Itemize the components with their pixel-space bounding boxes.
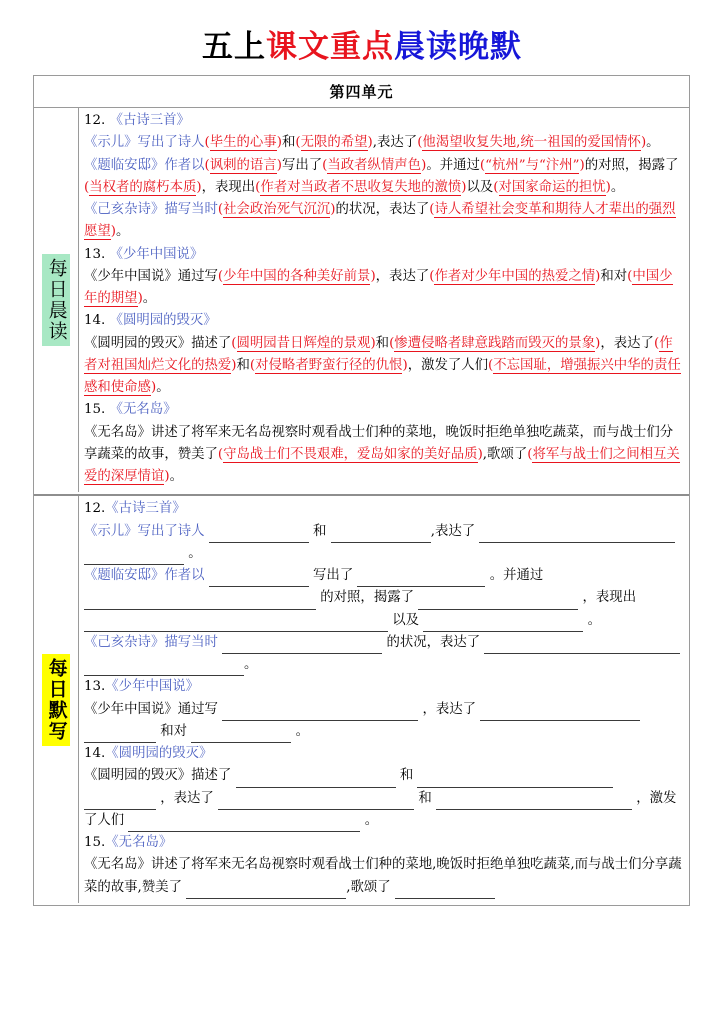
fill-blank[interactable]: [331, 526, 431, 542]
paren-close: ): [579, 157, 585, 173]
connector: ，表达了: [600, 335, 654, 351]
paren-open: (: [255, 179, 261, 195]
period: 。: [587, 612, 601, 628]
fill-blank[interactable]: [244, 593, 316, 609]
lesson-number: 15.: [84, 402, 106, 418]
paren-close: ): [164, 469, 170, 484]
connector: ，激发了人们: [407, 357, 489, 373]
paren-open: (: [417, 135, 423, 151]
paren-open: (: [204, 157, 210, 173]
lesson-body-dictation-12-tilinanqi: [84, 565, 685, 632]
paren-close: ): [110, 224, 117, 240]
fill-blank[interactable]: [480, 704, 640, 720]
connector: ,表达了: [372, 135, 418, 151]
sentence-start: 《无名岛》讲述了将军来无名岛视察时观看战士们种的菜地,晚饭时拒绝单独吃蔬菜,而与战士们分享蔬菜的故事,赞美了: [84, 857, 682, 895]
connector: 。并通过: [489, 568, 544, 583]
lesson-body-dictation-12-shier: [84, 521, 685, 566]
period: 。: [295, 723, 309, 739]
paren-open: (: [493, 179, 499, 195]
page-title-part-focus: 课文重点: [266, 29, 394, 65]
lesson-number: 14.: [84, 313, 106, 329]
answer-text: 当权者的腐朽本质: [89, 179, 197, 195]
paren-close: ): [605, 179, 611, 195]
paren-close: ): [367, 135, 373, 151]
poem-title-shier: 《示儿》写出了诗人: [84, 523, 205, 539]
lesson-heading-dictation-12: [84, 498, 685, 520]
fill-blank[interactable]: [191, 727, 291, 743]
period: 。: [364, 812, 379, 828]
paren-close: ): [461, 179, 467, 195]
connector: 写出了: [281, 157, 323, 173]
connector: ,歌颂了: [346, 879, 391, 895]
fill-blank[interactable]: [436, 793, 632, 809]
lesson-body-dictation-14: [84, 765, 685, 832]
content-morning-reading: [79, 108, 689, 492]
connector: 和对: [600, 268, 628, 284]
poem-title-shier: 《示儿》写出了诗人: [84, 135, 205, 151]
lesson-title: 《古诗三首》: [105, 501, 186, 517]
lesson-number: 13.: [84, 679, 106, 695]
paren-close: ): [137, 291, 143, 306]
answer-text: 少年中国的各种美好前景: [223, 268, 371, 284]
paren-open: (: [249, 357, 256, 373]
answer-text: 对侵略者野蛮行径的仇恨: [255, 357, 403, 373]
lesson-body-morning-13: [84, 266, 685, 311]
lesson-heading-morning-14: [84, 310, 685, 332]
paren-open: (: [527, 446, 533, 462]
answer-text: 惨遭侵略者肆意践踏而毁灭的景象: [394, 335, 596, 351]
lesson-title: 《古诗三首》: [109, 113, 190, 128]
fill-blank[interactable]: [395, 882, 495, 898]
answer-text: 社会政治死气沉沉: [223, 202, 331, 217]
answer-text: 作者对祖国灿烂文化的热爱: [84, 335, 673, 373]
paren-close: ): [196, 179, 202, 195]
answer-text: 作者对当政者不思收复失地的激愤: [260, 179, 462, 195]
lesson-heading-morning-15: [84, 399, 685, 421]
section-morning-reading: [34, 108, 689, 494]
paren-open: (: [429, 268, 435, 284]
poem-title-jihaizashi: 《己亥杂诗》描写当时: [84, 202, 218, 217]
period: 。: [156, 380, 170, 395]
section-daily-dictation: [34, 494, 689, 905]
answer-text: 对国家命运的担忧: [498, 179, 606, 195]
paren-open: (: [429, 202, 435, 217]
answer-text: 无限的希望: [300, 135, 368, 151]
paren-close: ): [370, 335, 376, 351]
lesson-heading-dictation-15: [84, 832, 685, 854]
paren-open: (: [479, 157, 486, 173]
lesson-title: 《无名岛》: [109, 402, 177, 418]
lesson-number: 12.: [84, 113, 106, 128]
connector: 的状况，表达了: [386, 634, 481, 650]
paren-close: ): [477, 446, 483, 462]
fill-blank[interactable]: [84, 727, 156, 743]
fill-blank[interactable]: [209, 571, 309, 587]
paren-open: (: [653, 335, 660, 351]
fill-blank[interactable]: [222, 638, 382, 654]
poem-title-tilinanqi: 《题临安邸》作者以: [84, 568, 205, 583]
fill-blank[interactable]: [222, 704, 418, 720]
answer-text: 讽刺的语言: [209, 157, 277, 173]
connector: 和: [418, 790, 432, 806]
connector: ，表现出: [201, 179, 256, 195]
connector: 。并通过: [426, 157, 480, 173]
sentence-start: 《圆明园的毁灭》描述了: [84, 335, 232, 351]
answer-text: 圆明园昔日辉煌的景观: [236, 335, 371, 351]
paren-close: ): [231, 357, 237, 373]
fill-blank[interactable]: [84, 793, 156, 809]
answer-text: 当政者纵情声色: [327, 157, 422, 173]
fill-blank[interactable]: [84, 660, 244, 676]
connector: 和: [313, 523, 327, 539]
paren-open: (: [488, 357, 494, 373]
answer-text: 诗人希望社会变革和期待人才辈出的强烈愿望: [84, 202, 676, 240]
lesson-number: 15.: [84, 835, 106, 850]
paren-close: ): [402, 357, 408, 373]
fill-blank[interactable]: [479, 526, 675, 542]
fill-blank[interactable]: [316, 615, 388, 631]
section-label-column-morning: [34, 108, 79, 492]
content-daily-dictation: [79, 496, 689, 903]
paren-open: (: [627, 268, 633, 284]
connector: ,表达了: [430, 523, 476, 539]
connector: 以及: [392, 612, 420, 628]
fill-blank[interactable]: [128, 816, 360, 832]
paren-close: ): [640, 135, 647, 151]
period: 。: [142, 291, 157, 306]
poem-title-jihaizashi: 《己亥杂诗》描写当时: [84, 634, 218, 650]
paren-close: ): [330, 202, 336, 217]
paren-close: ): [595, 335, 601, 351]
period: 。: [188, 545, 202, 561]
lesson-number: 12.: [84, 501, 106, 517]
connector: ，表达了: [422, 701, 476, 717]
lesson-heading-dictation-14: [84, 743, 685, 765]
connector: 的状况，表达了: [335, 202, 430, 217]
lesson-number: 13.: [84, 246, 106, 262]
poem-title-tilinanqi: 《题临安邸》作者以: [84, 157, 205, 173]
answer-text: 作者对少年中国的热爱之情: [434, 268, 596, 284]
paren-open: (: [217, 202, 224, 217]
paren-close: ): [370, 268, 376, 284]
connector: 和对: [160, 723, 188, 739]
sentence-start: 《少年中国说》通过写: [84, 268, 218, 284]
period: 。: [244, 657, 258, 672]
lesson-number: 14.: [84, 746, 106, 761]
answer-text: “杭州”与“汴州”: [485, 157, 580, 173]
lesson-title: 《少年中国说》: [109, 246, 204, 262]
paren-open: (: [217, 446, 224, 462]
connector: 和: [399, 768, 414, 784]
paren-open: (: [84, 179, 90, 195]
fill-blank[interactable]: [484, 638, 680, 654]
section-label-morning-reading: 每日晨读: [42, 254, 69, 346]
sentence-start: 《无名岛》讲述了将军来无名岛视察时观看战士们种的菜地，晚饭时拒绝单独吃蔬菜，而与战士们分享蔬菜的故事，赞美了: [84, 424, 674, 462]
connector: 的对照，揭露了: [320, 590, 414, 606]
page-title-part-grade: 五上: [202, 29, 266, 65]
sentence-start: 《少年中国说》通过写: [84, 701, 218, 717]
fill-blank[interactable]: [186, 882, 346, 898]
unit-header: 第四单元: [34, 76, 689, 108]
lesson-title: 《少年中国说》: [105, 679, 200, 695]
fill-blank[interactable]: [218, 793, 414, 809]
answer-text: 不忘国耻，增强振兴中华的责任感和使命感: [84, 357, 681, 395]
worksheet-table: [33, 75, 690, 906]
paren-open: (: [217, 268, 224, 284]
paren-open: (: [389, 335, 395, 351]
answer-text: 中国少年的期望: [84, 268, 673, 306]
fill-blank[interactable]: [236, 771, 396, 787]
connector: 以及: [466, 179, 494, 195]
fill-blank[interactable]: [84, 549, 184, 565]
paren-close: ): [150, 380, 157, 395]
paren-close: ): [595, 268, 601, 284]
paren-open: (: [231, 335, 237, 351]
fill-blank[interactable]: [209, 526, 309, 542]
paren-open: (: [204, 135, 210, 151]
connector: ，表达了: [160, 790, 214, 806]
answer-text: 将军与战士们之间相互关爱的深厚情谊: [84, 446, 680, 484]
fill-blank[interactable]: [84, 615, 316, 631]
page-title-part-activity: 晨读晚默: [394, 29, 522, 65]
connector: 和: [236, 357, 250, 373]
lesson-body-dictation-15: [84, 854, 685, 899]
lesson-heading-morning-13: [84, 244, 685, 266]
section-label-column-dictation: [34, 496, 79, 903]
lesson-body-morning-12-jihaizashi: [84, 199, 685, 244]
connector: 写出了: [313, 568, 354, 583]
period: 。: [610, 179, 625, 195]
lesson-title: 《无名岛》: [105, 835, 173, 850]
sentence-start: 《圆明园的毁灭》描述了: [84, 768, 232, 784]
period: 。: [116, 224, 130, 240]
connector: 的对照，揭露了: [584, 157, 679, 173]
period: 。: [646, 135, 660, 151]
connector: ，表达了: [375, 268, 430, 284]
paren-close: ): [276, 135, 282, 151]
paren-close: ): [421, 157, 427, 173]
answer-text: 毕生的心事: [209, 135, 277, 151]
answer-text: 守岛战士们不畏艰难，爱岛如家的美好品质: [223, 446, 478, 462]
lesson-heading-morning-12: [84, 110, 685, 132]
lesson-body-morning-15: [84, 422, 685, 489]
lesson-heading-dictation-13: [84, 676, 685, 698]
paren-open: (: [295, 135, 301, 151]
lesson-body-morning-12-shier: [84, 132, 685, 154]
connector: ,歌颂了: [482, 446, 528, 462]
lesson-body-morning-14: [84, 333, 685, 400]
lesson-title: 《圆明园的毁灭》: [105, 746, 213, 761]
fill-blank[interactable]: [423, 615, 583, 631]
connector: ，激发了人们: [84, 790, 677, 828]
lesson-body-dictation-13: [84, 699, 685, 744]
period: 。: [169, 469, 183, 484]
lesson-body-morning-12-tilinanqi: [84, 155, 685, 200]
connector: 和: [281, 135, 296, 151]
fill-blank[interactable]: [417, 771, 613, 787]
fill-blank[interactable]: [357, 571, 485, 587]
lesson-body-dictation-12-jihaizashi: [84, 632, 685, 677]
fill-blank[interactable]: [84, 593, 244, 609]
answer-text: 他渴望收复失地,统一祖国的爱国情怀: [422, 135, 641, 151]
fill-blank[interactable]: [418, 593, 578, 609]
paren-close: ): [276, 157, 282, 173]
connector: 和: [375, 335, 390, 351]
paren-open: (: [322, 157, 328, 173]
connector: ，表现出: [582, 590, 637, 606]
page-title: [0, 0, 724, 74]
lesson-title: 《圆明园的毁灭》: [109, 313, 217, 329]
section-label-daily-dictation: 每日默写: [42, 654, 69, 746]
